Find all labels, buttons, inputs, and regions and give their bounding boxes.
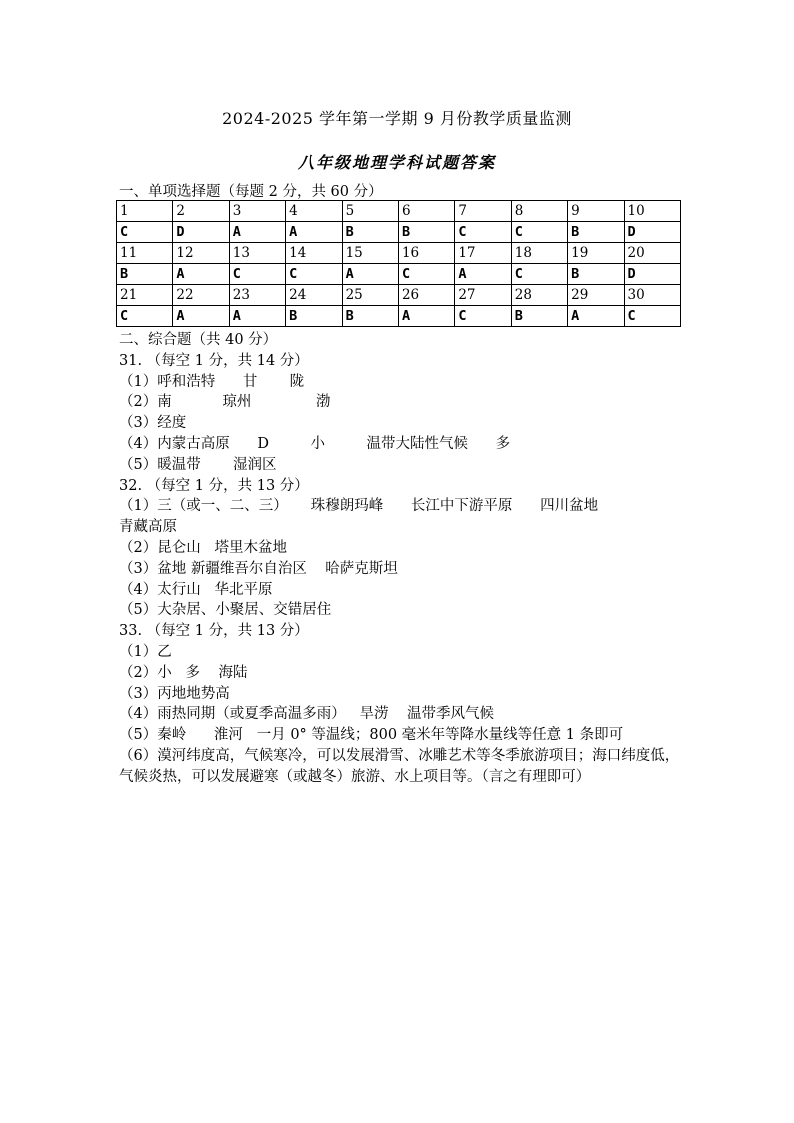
q33-line: （1）乙: [119, 643, 172, 660]
q31-line: （4）内蒙古高原 D 小 温带大陆性气候 多: [119, 435, 511, 452]
question-number-cell: 12: [173, 243, 229, 264]
answer-cell: D: [624, 264, 680, 285]
answer-cell: C: [286, 264, 342, 285]
answer-cell: B: [568, 222, 624, 243]
answer-cell: B: [286, 306, 342, 327]
answer-cell: B: [511, 306, 567, 327]
question-number-cell: 29: [568, 285, 624, 306]
q31-line: （1）呼和浩特 甘 陇: [119, 373, 305, 390]
q32-line: （4）太行山 华北平原: [119, 581, 273, 598]
answer-row: [117, 306, 681, 327]
answer-cell: B: [568, 264, 624, 285]
q32-heading: 32. （每空 1 分，共 13 分）: [119, 477, 309, 494]
question-number-cell: 21: [117, 285, 173, 306]
question-number-cell: 28: [511, 285, 567, 306]
q32-line: （1）三（或一、二、三） 珠穆朗玛峰 长江中下游平原 四川盆地: [119, 498, 599, 515]
question-number-cell: 15: [342, 243, 398, 264]
question-number-cell: 20: [624, 243, 680, 264]
question-number-row: [117, 285, 681, 306]
question-number-cell: 9: [568, 201, 624, 222]
question-number-cell: 30: [624, 285, 680, 306]
question-number-cell: 17: [455, 243, 511, 264]
question-number-cell: 10: [624, 201, 680, 222]
q33-line: （3）丙地地势高: [119, 685, 230, 702]
q32-line: 青藏高原: [119, 519, 177, 536]
answer-cell: A: [398, 306, 454, 327]
q31-line: （5）暖温带 湿润区: [119, 456, 277, 473]
question-number-cell: 27: [455, 285, 511, 306]
q32-line: （5）大杂居、小聚居、交错居住: [119, 602, 332, 619]
answer-row: [117, 222, 681, 243]
question-number-cell: 6: [398, 201, 454, 222]
q32-line: （2）昆仑山 塔里木盆地: [119, 539, 288, 556]
answer-table: [116, 200, 681, 327]
question-number-cell: 25: [342, 285, 398, 306]
answer-cell: B: [342, 306, 398, 327]
answer-cell: C: [398, 264, 454, 285]
page-title: 2024-2025 学年第一学期 9 月份教学质量监测: [222, 109, 572, 128]
answer-cell: C: [229, 264, 285, 285]
question-number-cell: 16: [398, 243, 454, 264]
question-number-cell: 1: [117, 201, 173, 222]
question-number-cell: 18: [511, 243, 567, 264]
q33-line: （5）秦岭 淮河 一月 0° 等温线；800 毫米年等降水量线等任意 1 条即可: [119, 727, 624, 744]
section2-heading: 二、综合题（共 40 分）: [119, 332, 278, 348]
question-number-cell: 5: [342, 201, 398, 222]
answer-cell: A: [286, 222, 342, 243]
answer-cell: C: [624, 306, 680, 327]
answer-cell: A: [173, 264, 229, 285]
answer-cell: C: [117, 222, 173, 243]
question-number-cell: 8: [511, 201, 567, 222]
question-number-cell: 19: [568, 243, 624, 264]
question-number-cell: 26: [398, 285, 454, 306]
question-number-cell: 22: [173, 285, 229, 306]
answer-cell: B: [398, 222, 454, 243]
question-number-cell: 23: [229, 285, 285, 306]
q33-heading: 33. （每空 1 分，共 13 分）: [119, 623, 309, 640]
answer-cell: A: [229, 222, 285, 243]
question-number-cell: 24: [286, 285, 342, 306]
question-number-cell: 13: [229, 243, 285, 264]
answer-cell: A: [568, 306, 624, 327]
answer-cell: A: [342, 264, 398, 285]
answer-cell: B: [117, 264, 173, 285]
answer-cell: D: [624, 222, 680, 243]
q33-line: （2）小 多 海陆: [119, 664, 248, 681]
answer-cell: C: [511, 222, 567, 243]
answer-cell: C: [455, 306, 511, 327]
question-number-row: [117, 243, 681, 264]
q31-line: （2）南 琼州 渤: [119, 394, 331, 411]
q31-heading: 31. （每空 1 分，共 14 分）: [119, 352, 309, 369]
question-number-cell: 7: [455, 201, 511, 222]
section2: [119, 330, 684, 788]
section1-heading: 一、单项选择题（每题 2 分，共 60 分）: [119, 184, 383, 200]
answer-cell: A: [455, 264, 511, 285]
answer-cell: C: [455, 222, 511, 243]
q31-line: （3）经度: [119, 415, 187, 432]
answer-cell: B: [342, 222, 398, 243]
question-number-cell: 2: [173, 201, 229, 222]
question-number-cell: 4: [286, 201, 342, 222]
answer-row: [117, 264, 681, 285]
question-number-cell: 3: [229, 201, 285, 222]
question-number-cell: 11: [117, 243, 173, 264]
q32-line: （3）盆地 新疆维吾尔自治区 哈萨克斯坦: [119, 560, 398, 577]
answer-cell: A: [229, 306, 285, 327]
answer-cell: D: [173, 222, 229, 243]
answer-cell: C: [511, 264, 567, 285]
question-number-row: [117, 201, 681, 222]
answer-cell: C: [117, 306, 173, 327]
question-number-cell: 14: [286, 243, 342, 264]
page-subtitle: 八年级地理学科试题答案: [297, 153, 496, 172]
q33-line: （4）雨热同期（或夏季高温多雨） 旱涝 温带季风气候: [119, 706, 494, 723]
answer-cell: A: [173, 306, 229, 327]
q33-paragraph: （6）漠河纬度高，气候寒冷，可以发展滑雪、冰雕艺术等冬季旅游项目；海口纬度低，气候炎热，可以发展避寒（或越冬）旅游、水上项目等。（言之有理即可）: [119, 747, 680, 785]
